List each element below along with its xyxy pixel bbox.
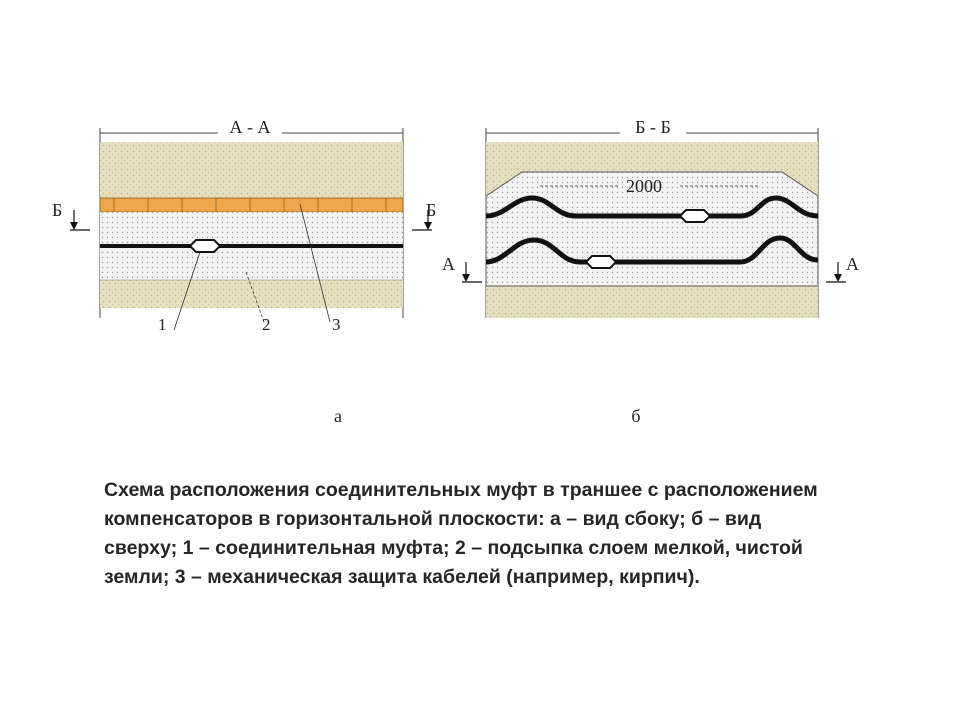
callout-3-label: 3	[332, 315, 341, 334]
figure-b-coupling-2	[586, 256, 616, 268]
figure-b-cut-right-label: А	[846, 254, 859, 274]
figure-b-cut-left-label: А	[442, 254, 455, 274]
figure-a-cut-right-arrow	[424, 222, 432, 230]
figure-a-soil-top	[100, 142, 403, 198]
callout-2-label: 2	[262, 315, 271, 334]
figure-b	[442, 117, 859, 426]
figure-a-soil-bottom	[100, 280, 403, 308]
figure-b-sub-label: б	[631, 406, 641, 426]
callout-1-label: 1	[158, 315, 167, 334]
figure-b-cut-right-arrow	[834, 274, 842, 282]
figure-a-cut-left-arrow	[70, 222, 78, 230]
figure-a-cut-right-label: Б	[426, 200, 437, 220]
figure-caption: Схема расположения соединительных муфт в траншее с расположением компенсаторов в горизонтальной плоскости: а – вид сбоку; б – вид сверху; 1 – соединительная муфта; 2 – подсыпка слоем мелкой, чистой земли; 3 – механическая защита кабелей (например, кирпич).	[104, 479, 818, 588]
figure-b-coupling-1	[680, 210, 710, 222]
figure-a-sub-label: а	[334, 406, 342, 426]
figure-a-brick-row	[100, 198, 403, 212]
figure-a-section-label: А - А	[229, 117, 271, 137]
figure-a	[52, 117, 436, 426]
figure-b-dimension-label: 2000	[626, 176, 662, 196]
figure-b-section-label: Б - Б	[635, 117, 671, 137]
figure-b-cut-left-arrow	[462, 274, 470, 282]
figure-a-cut-left-label: Б	[52, 200, 63, 220]
figure-a-coupling	[190, 240, 220, 252]
